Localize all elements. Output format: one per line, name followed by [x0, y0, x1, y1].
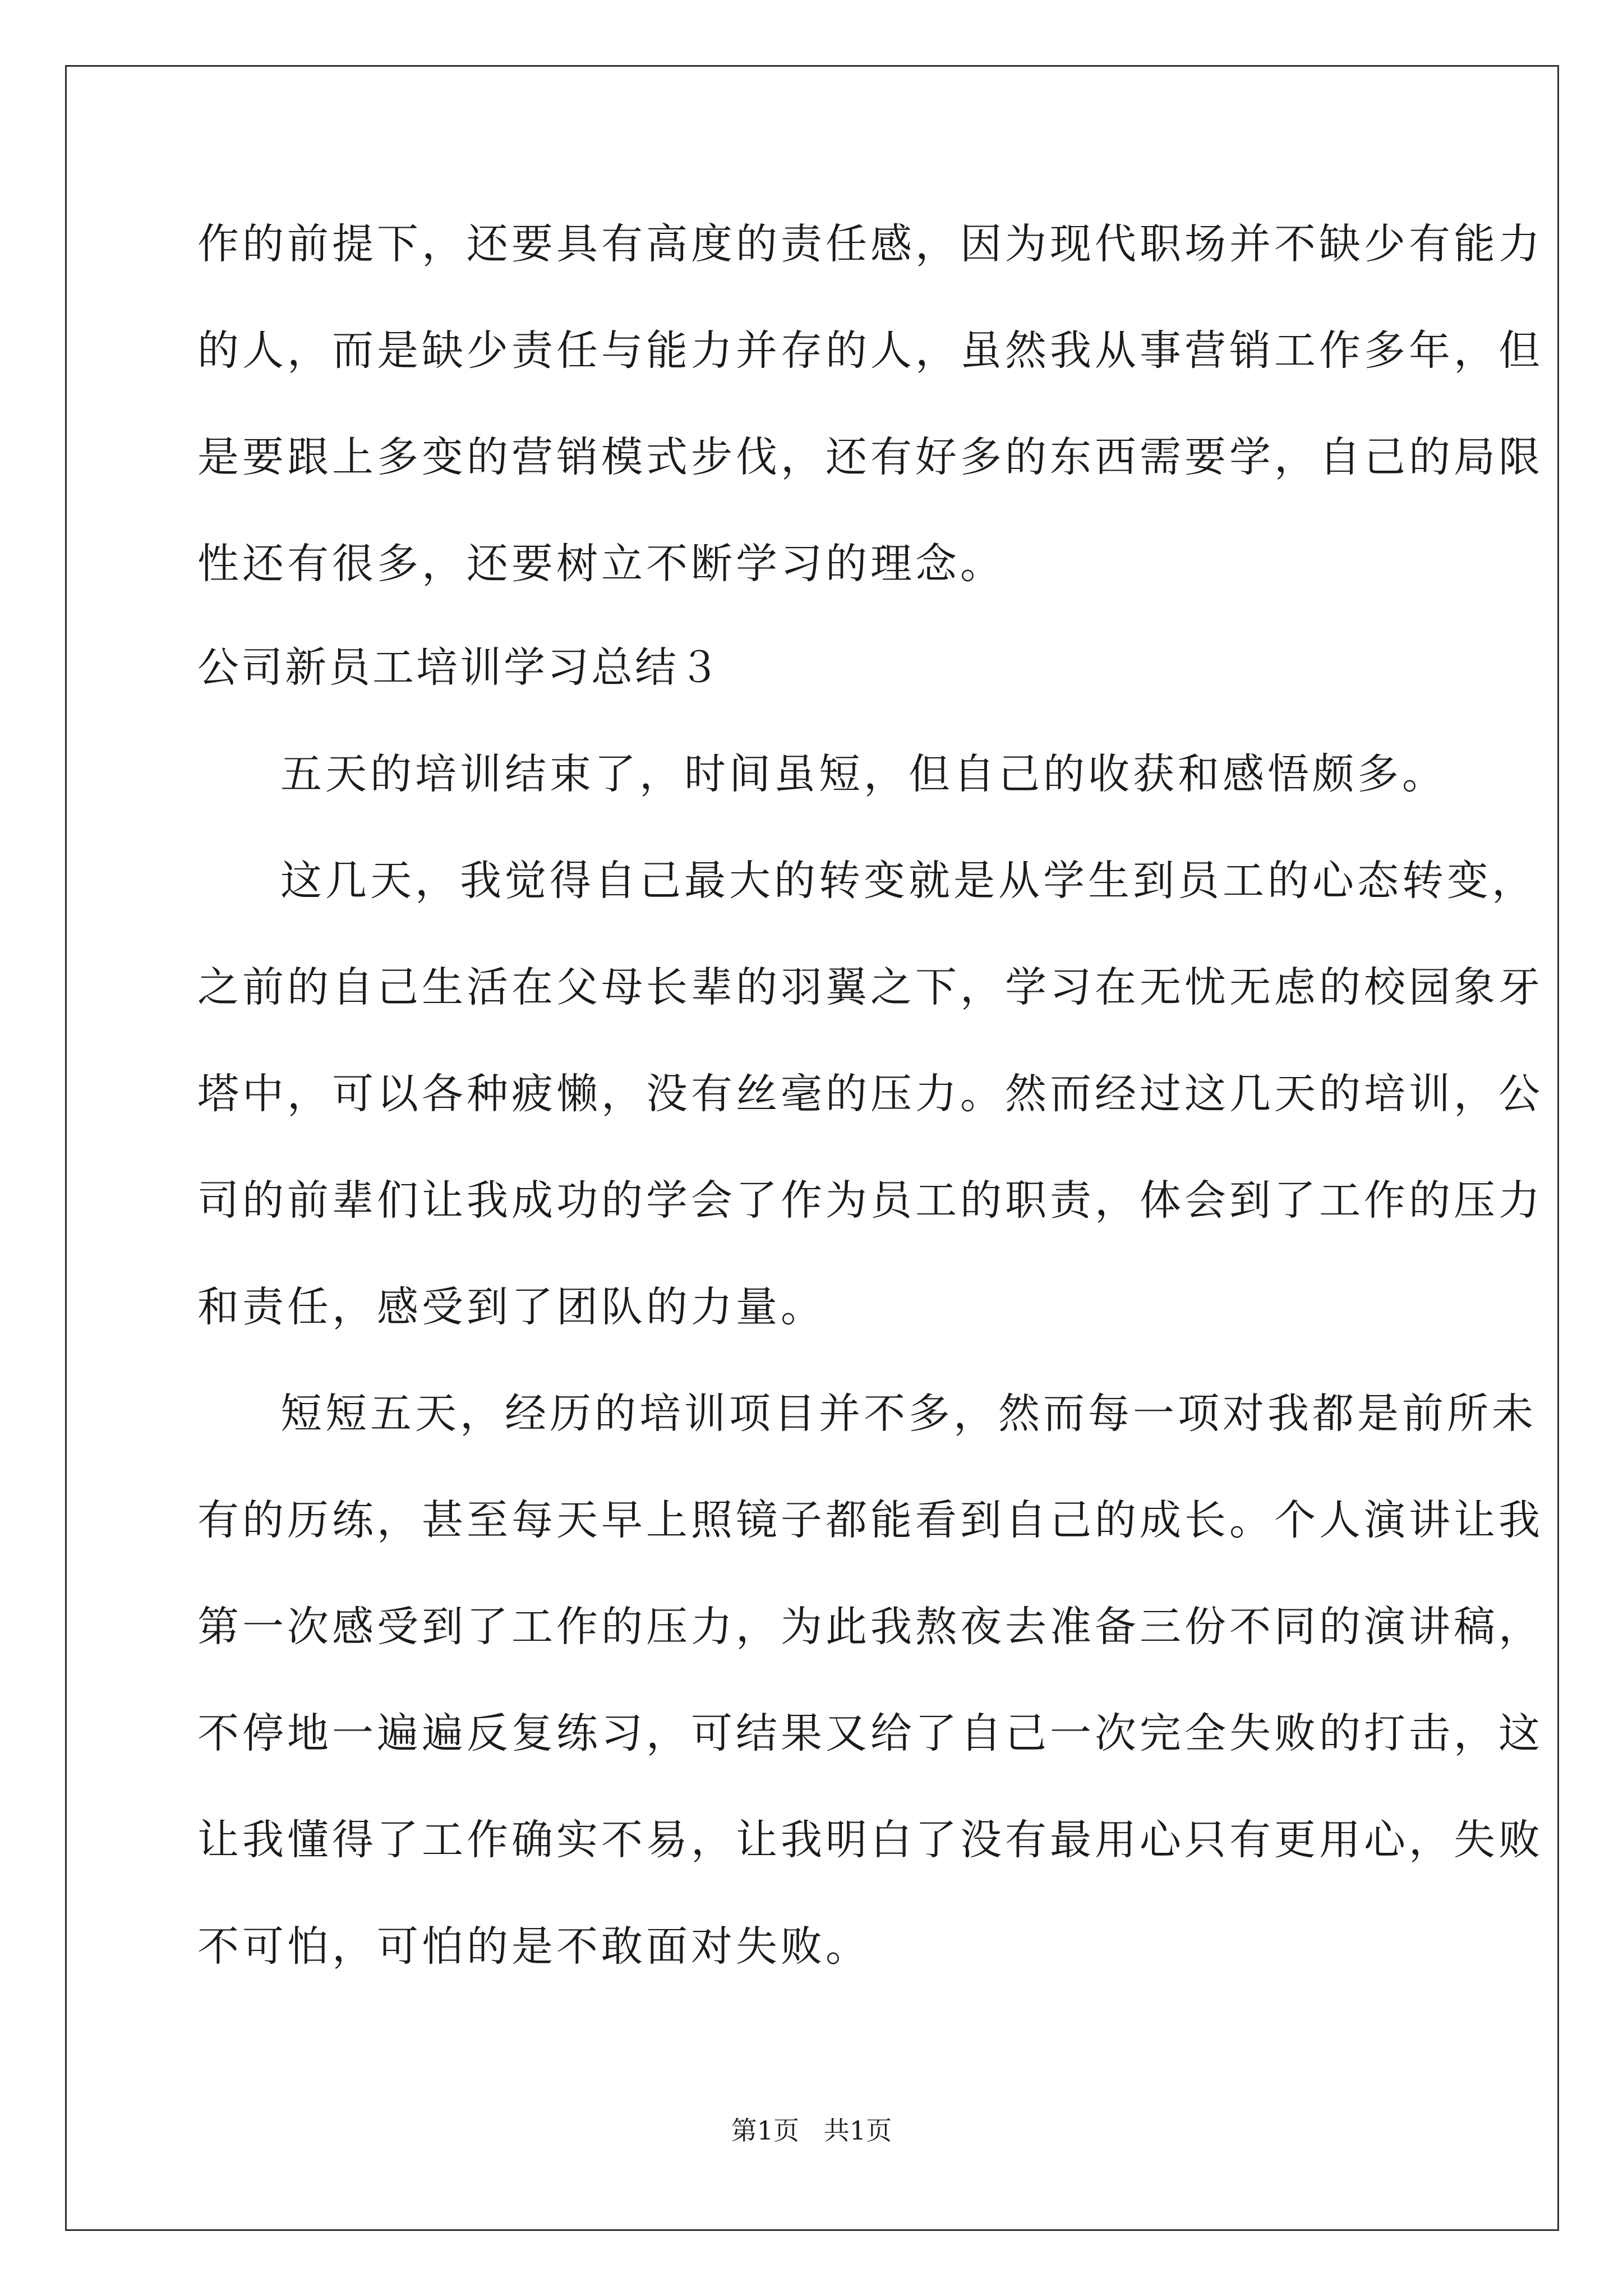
text-line: 这几天，我觉得自己最大的转变就是从学生到员工的心态转变，	[280, 857, 1537, 905]
text-line: 让我懂得了工作确实不易，让我明白了没有最用心只有更用心，失败	[197, 1816, 1543, 1864]
text-line: 作的前提下，还要具有高度的责任感，因为现代职场并不缺少有能力	[197, 220, 1543, 268]
text-line: 塔中，可以各种疲懒，没有丝毫的压力。然而经过这几天的培训，公	[197, 1070, 1543, 1118]
text-line: 性还有很多，还要树立不断学习的理念。	[197, 540, 1005, 588]
text-line: 短短五天，经历的培训项目并不多，然而每一项对我都是前所未	[280, 1389, 1537, 1438]
page-border	[65, 65, 1559, 2231]
text-line: 司的前辈们让我成功的学会了作为员工的职责，体会到了工作的压力	[197, 1176, 1543, 1225]
text-line: 不可怕，可怕的是不敢面对失败。	[197, 1922, 870, 1971]
text-line: 的人，而是缺少责任与能力并存的人，虽然我从事营销工作多年，但	[197, 326, 1543, 375]
text-line: 有的历练，甚至每天早上照镜子都能看到自己的成长。个人演讲让我	[197, 1496, 1543, 1544]
text-line: 是要跟上多变的营销模式步伐，还有好多的东西需要学，自己的局限	[197, 433, 1543, 481]
page-footer: 第1页 共1页	[731, 2115, 892, 2146]
text-line: 不停地一遍遍反复练习，可结果又给了自己一次完全失败的打击，这	[197, 1709, 1543, 1757]
text-line: 之前的自己生活在父母长辈的羽翼之下，学习在无忧无虑的校园象牙	[197, 963, 1543, 1011]
text-line: 和责任，感受到了团队的力量。	[197, 1283, 826, 1331]
section-title: 公司新员工培训学习总结３	[197, 643, 722, 692]
text-line: 五天的培训结束了，时间虽短，但自己的收获和感悟颇多。	[280, 750, 1447, 798]
text-line: 第一次感受到了工作的压力，为此我熬夜去准备三份不同的演讲稿，	[197, 1603, 1543, 1651]
